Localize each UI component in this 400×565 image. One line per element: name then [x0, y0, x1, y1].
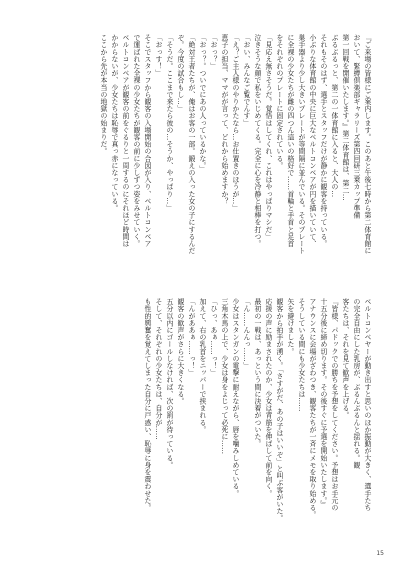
text-line: 加えて、右の乳首をニッパーで挟まれる。 [198, 298, 206, 433]
text-line: ここから先が本当の地獄の始まりだ。 [99, 34, 107, 155]
text-line: 「おっ？。ついでにあの人っているかな。」 [198, 34, 206, 173]
text-line: 五分以内にゴールしなければ、次の罰が待っている。 [165, 298, 173, 469]
text-line: 十五分後に締め切ります。その後すぐに予選を開始いたします。』 [319, 298, 327, 508]
text-line: 「おい、みんなご覧でんす」 [242, 34, 250, 127]
text-line: 恵子の担当、ママがが言って、どれから始めますか？ [220, 34, 228, 205]
text-line: 「え？ご主人様のやりかたなら…お仕置きのほうが…」 [231, 34, 239, 212]
text-line: 第一回戦を開催いたします。』第二体育館は、第二… [341, 34, 349, 201]
text-line: ぞ。今度の試合もし…」 [176, 34, 184, 113]
text-line: 「ひっ、あぁ……っ！」 [209, 298, 217, 377]
text-line: 泣きそうな顔で私をいじめてくる。完全に心を冷静と相棒を打つ。 [253, 34, 261, 247]
text-line: 「そうだ。ここまで来たら彼の…そうか、やっぱり…」 [165, 34, 173, 212]
text-line: そうしている間にも少女たちは…… [297, 298, 305, 412]
text-line: 巣手器より少し大きいプレートが等間隔に並んでいる。そのプレート [297, 34, 305, 255]
text-line: 『ご来場の皆様にご案内します。このあと午後七時から第二体育館に [363, 34, 371, 255]
text-line: 最初の一戦は、あっという間に決着がついた。 [253, 298, 261, 448]
text-line: それもそのはず、選手とスタッフだけが静かに観客を持っている。 [319, 34, 327, 247]
text-line: 応援の声に励まされたのか、少女は背筋を伸ばして前を向く。 [264, 298, 272, 497]
text-line: 観客の歓声がさらに大きくなる。 [176, 298, 184, 405]
text-line: 『皆様、パドックでの勝ちを予想をしてください。予想はお手元の [330, 298, 338, 511]
text-line: 「おっ？」 [209, 34, 217, 70]
text-line: 少女はスタンガンの電撃に耐えながら、唇を噛みしめている。 [231, 298, 239, 497]
text-line: 「んがああぁ……っ！」 [187, 298, 195, 377]
text-line: をそれぞれのプレートに固定されている。 [275, 34, 283, 169]
text-line: アナウンスに会場がざわつき、観客たちが一斉にメモを取り始める。 [308, 298, 316, 519]
text-line: ベルトコンベヤーが動き出すと思いのほか振動が大きく、選手たち [363, 298, 371, 511]
text-line: そして、それぞれの少女たちは、自分が…… [154, 298, 162, 440]
text-line: ぶるぶるっと、第二の一体育館に入ると、大人の… [330, 34, 338, 198]
upper-text-block [22, 34, 372, 281]
text-line: ベルトコンベアが観客の前をぐるりと一周するのにそれほど時間は [121, 34, 129, 247]
text-line: 三角木馬の上で、少女は身をよじって必死に…… [220, 298, 228, 455]
text-line: 観客から拍手が湧く。「さすがだ、あの子はいいぞ」と叫ぶ客がいた。 [275, 298, 283, 522]
text-line: に全裸の少女たちが雌の四つん這いの格好で……首輪と手首と足首 [286, 34, 294, 247]
text-line: の完全自由にした乳房が、ぶるんぶるんと揺れる。観 [352, 298, 360, 469]
text-line: 「ん……んんっ……」 [242, 298, 250, 369]
text-line: 「見応え無さそうだ。覚悟はしてくれ、これはやっぱりマシだ」 [264, 34, 272, 240]
text-line: おいて、緊縛倶楽部ギャラリーズ第四回研三乗カップ準備 [352, 34, 360, 219]
text-line: も性的興奮を覚えてしまった自分に戸惑い、恥辱に身を震わせた。 [143, 298, 151, 511]
text-line: そこでスタッフから観客の入場開始の合図が入り、ベルトコンベア [143, 34, 151, 247]
lower-text-block [22, 298, 372, 545]
page-number: 15 [376, 550, 384, 557]
text-line: かからないが、少女たちは恥辱で真っ赤になっている。 [110, 34, 118, 212]
text-line: 客たちは、それを見て歓声を上げる。 [341, 298, 349, 419]
text-line: 矢を避けました。 [286, 298, 294, 355]
text-line: 小ぶりな体育館の中央に巨大なベルトコンベアが円を描いていて、 [308, 34, 316, 247]
text-line: 「おっす！」 [154, 34, 162, 77]
text-line: で運ばれた全裸の少女たちが観客の前に少しずつ姿をみせていく。 [132, 34, 140, 247]
text-line: 「絶対王者たちが、俺はお客の一部。鍛えの入った女の子にするんだ [187, 34, 195, 255]
